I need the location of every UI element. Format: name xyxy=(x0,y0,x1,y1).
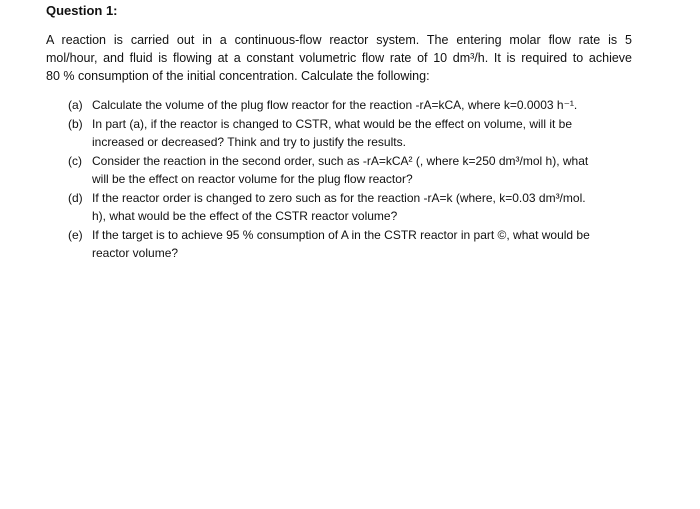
intro-line: 80 % consumption of the initial concentration. Calculate the following: xyxy=(46,69,430,83)
part-text-line: reactor volume? xyxy=(92,246,179,260)
intro-line: A reaction is carried out in a continuous-flow reactor system. The entering molar flow rate is 5 xyxy=(46,33,632,47)
intro-line: mol/hour, and fluid is flowing at a constant volumetric flow rate of 10 dm³/h. It is required to achieve xyxy=(46,51,632,65)
part-marker: (c) xyxy=(68,153,82,168)
question-parts-list xyxy=(68,96,643,263)
part-text-line: will be the effect on reactor volume for the plug flow reactor? xyxy=(92,172,413,186)
part-text-line: If the reactor order is changed to zero such as for the reaction -rA=k (where, k=0.03 dm³/mol. xyxy=(92,190,586,205)
part-text-line: If the target is to achieve 95 % consumption of A in the CSTR reactor in part ©, what would be xyxy=(92,227,590,242)
part-marker: (e) xyxy=(68,227,83,242)
part-marker: (a) xyxy=(68,98,83,112)
question-part-b xyxy=(68,115,643,152)
question-part-a xyxy=(68,96,643,115)
part-text-line: In part (a), if the reactor is changed to CSTR, what would be the effect on volume, will it be xyxy=(92,116,573,131)
question-intro xyxy=(46,31,632,85)
part-text-line: Consider the reaction in the second order, such as -rA=kCA² (, where k=250 dm³/mol h), what xyxy=(92,153,589,168)
question-part-e xyxy=(68,226,643,263)
part-marker: (d) xyxy=(68,190,83,205)
question-part-d xyxy=(68,189,643,226)
question-part-c xyxy=(68,152,643,189)
part-text-line: increased or decreased? Think and try to justify the results. xyxy=(92,135,406,149)
part-marker: (b) xyxy=(68,116,83,131)
question-heading: Question 1: xyxy=(46,3,118,18)
part-text-line: Calculate the volume of the plug flow reactor for the reaction -rA=kCA, where k=0.0003 h⁻¹. xyxy=(92,98,578,112)
part-text-line: h), what would be the effect of the CSTR reactor volume? xyxy=(92,209,398,223)
